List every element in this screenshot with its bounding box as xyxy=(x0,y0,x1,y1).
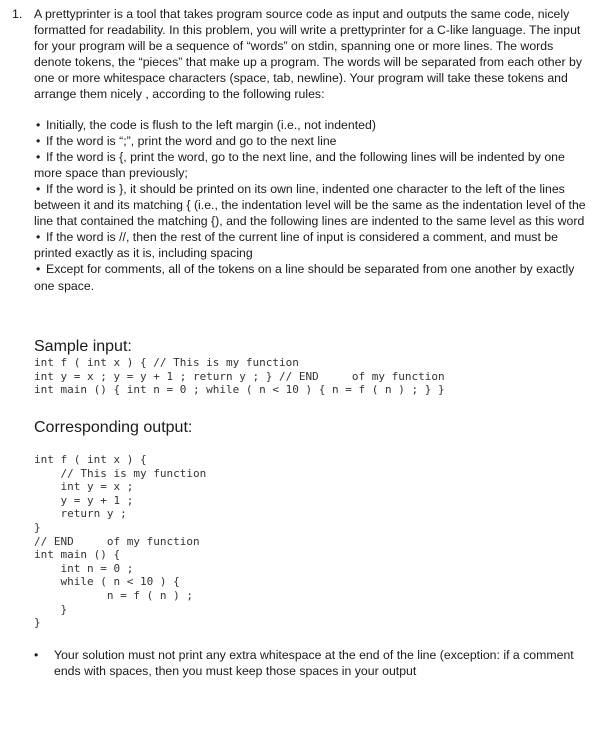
code-line: int main () { int n = 0 ; while ( n < 10 ) { n = f ( n ) ; } } xyxy=(34,383,445,397)
question-number: 1. xyxy=(12,7,23,21)
sample-input-section xyxy=(34,338,445,397)
bullet-icon: • xyxy=(36,149,41,164)
code-line: } xyxy=(34,602,68,616)
bullet-icon: • xyxy=(36,117,41,132)
final-note xyxy=(34,647,594,679)
code-line: int n = 0 ; xyxy=(34,561,134,575)
code-line: // END of my function xyxy=(34,534,200,548)
rule-text: If the word is }, it should be printed on its own line, indented one character to the left of the lines between it and its matching { (i.e., the indentation level will be the same as the indentation level of the line that contained the matching {), and the following lines are indented to the same level as this word xyxy=(34,181,586,229)
code-line: } xyxy=(34,616,41,630)
rule-text: If the word is “;”, print the word and go to the next line xyxy=(46,133,337,148)
code-line: int y = x ; xyxy=(34,480,134,494)
code-line: int y = x ; y = y + 1 ; return y ; } // END of my function xyxy=(34,369,445,383)
bullet-icon: • xyxy=(36,262,41,277)
code-line: int f ( int x ) { xyxy=(34,453,147,466)
code-line: y = y + 1 ; xyxy=(34,493,134,507)
rules-list xyxy=(34,117,592,294)
rule-item xyxy=(34,261,592,293)
question-intro: A prettyprinter is a tool that takes program source code as input and outputs the same code, nicely formatted for readability. In this problem, you will write a prettyprinter for a C-like language. The input for your program will be a sequence of “words” on stdin, spanning one or more lines. The words denote tokens, the “pieces” that make up a program. The words will be separated from each other by one or more whitespace characters (space, tab, newline). Your program will take these tokens and arrange them nicely , according to the following rules: xyxy=(34,7,582,102)
code-line: while ( n < 10 ) { xyxy=(34,575,180,589)
code-line: } xyxy=(34,520,41,534)
bullet-icon: • xyxy=(36,181,41,196)
code-line: int f ( int x ) { // This is my function xyxy=(34,356,299,369)
rule-text: Initially, the code is flush to the left margin (i.e., not indented) xyxy=(46,117,376,132)
bullet-icon: • xyxy=(36,230,41,245)
sample-input-code xyxy=(34,356,445,397)
rule-item xyxy=(34,229,592,261)
question-1 xyxy=(12,6,592,294)
rule-item xyxy=(34,149,592,181)
output-label: Corresponding output: xyxy=(34,419,193,436)
rule-item xyxy=(34,181,592,229)
output-section xyxy=(34,419,206,630)
code-line: n = f ( n ) ; xyxy=(34,588,193,602)
code-line: // This is my function xyxy=(34,466,207,480)
sample-input-label: Sample input: xyxy=(34,338,132,355)
bullet-icon: • xyxy=(36,133,41,148)
rule-text: If the word is //, then the rest of the current line of input is considered a comment, and must be printed exactly as it is, including spacing xyxy=(34,230,558,261)
question-body xyxy=(34,6,592,294)
final-note-text: Your solution must not print any extra whitespace at the end of the line (exception: if a comment ends with spaces, then you must keep those spaces in your output xyxy=(54,648,574,679)
rule-item xyxy=(34,133,592,149)
rule-text: Except for comments, all of the tokens on a line should be separated from one another by exactly one space. xyxy=(34,262,575,293)
rule-item xyxy=(34,117,592,133)
output-code xyxy=(34,453,206,630)
rule-text: If the word is {, print the word, go to the next line, and the following lines will be indented by one more space than previously; xyxy=(34,149,565,180)
code-line: int main () { xyxy=(34,548,121,562)
code-line: return y ; xyxy=(34,507,127,521)
bullet-icon: • xyxy=(34,648,39,662)
